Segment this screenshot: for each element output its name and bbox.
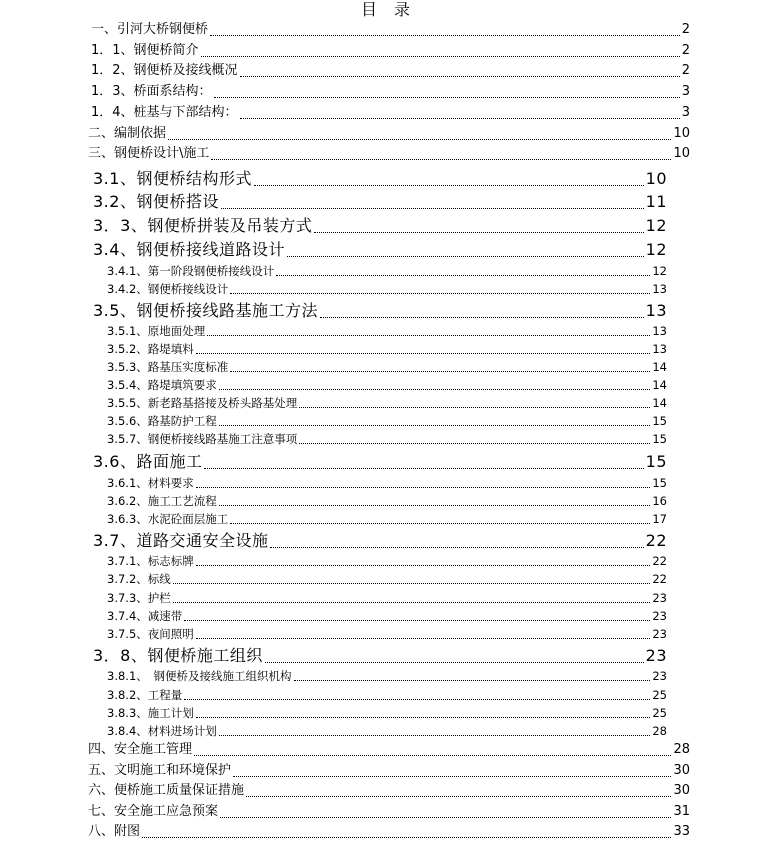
toc-entry[interactable]: [107, 607, 667, 625]
toc-entry-page: 2: [681, 22, 690, 37]
leader-dots: [219, 735, 651, 736]
toc-entry-page: 2: [681, 43, 690, 58]
toc-entry-text: 3.7.2、标线: [107, 572, 171, 586]
toc-entry[interactable]: [93, 214, 667, 237]
toc-entry-text: 3.6.1、材料要求: [107, 476, 194, 490]
toc-entry-page: 13: [645, 301, 667, 320]
leader-dots: [230, 293, 650, 294]
toc-entry-text: 3.7、道路交通安全设施: [93, 531, 269, 550]
leader-dots: [254, 185, 644, 186]
toc-entry-page: 13: [652, 324, 667, 338]
toc-entry-page: 3: [681, 105, 690, 120]
toc-entry[interactable]: [91, 41, 690, 61]
toc-entry-page: 10: [645, 169, 667, 188]
toc-entry-text: 3.1、钢便桥结构形式: [93, 169, 252, 188]
toc-entry-page: 23: [645, 646, 667, 665]
toc-entry-text: 3.2、钢便桥搭设: [93, 192, 219, 211]
toc-entry-page: 16: [652, 494, 667, 508]
leader-dots: [240, 118, 680, 119]
leader-dots: [240, 76, 680, 77]
toc-entry-page: 23: [652, 627, 667, 641]
toc-entry-text: 3.6.3、水泥砼面层施工: [107, 512, 229, 526]
leader-dots: [220, 817, 671, 818]
toc-entry[interactable]: [88, 740, 690, 760]
toc-entry[interactable]: [91, 103, 690, 123]
toc-entry-text: 1．4、桩基与下部结构：: [91, 105, 238, 120]
leader-dots: [210, 35, 680, 36]
toc-entry[interactable]: [88, 802, 690, 822]
toc-entry[interactable]: [88, 781, 690, 801]
toc-entry-page: 15: [652, 476, 667, 490]
toc-entry[interactable]: [88, 761, 690, 781]
toc-entry-text: 3.5.7、钢便桥接线路基施工注意事项: [107, 432, 298, 446]
leader-dots: [184, 699, 650, 700]
toc-entry-page: 12: [645, 216, 667, 235]
toc-entry-page: 11: [645, 192, 667, 211]
toc-entry-page: 13: [652, 282, 667, 296]
toc-title: 目 录: [360, 0, 417, 19]
leader-dots: [194, 755, 671, 756]
toc-entry-page: 25: [652, 688, 667, 702]
toc-entry-text: 1．3、桥面系结构：: [91, 84, 212, 99]
leader-dots: [230, 371, 650, 372]
toc-entry[interactable]: [93, 644, 667, 667]
leader-dots: [196, 565, 651, 566]
toc-entry[interactable]: [107, 686, 667, 704]
leader-dots: [219, 425, 651, 426]
toc-entry[interactable]: [107, 492, 667, 510]
toc-entry[interactable]: [88, 124, 690, 144]
toc-entry-text: 3.8.3、施工计划: [107, 706, 194, 720]
toc-entry-text: 3．3、钢便桥拼装及吊装方式: [93, 216, 313, 235]
toc-entry-page: 17: [652, 512, 667, 526]
toc-entry-text: 1．2、钢便桥及接线概况: [91, 63, 238, 78]
toc-entry-page: 12: [652, 264, 667, 278]
leader-dots: [196, 638, 651, 639]
toc-entry-text: 一、引河大桥钢便桥: [91, 22, 209, 37]
leader-dots: [142, 837, 671, 838]
toc-entry[interactable]: [107, 667, 667, 685]
leader-dots: [314, 232, 643, 233]
toc-entry[interactable]: [91, 61, 690, 81]
toc-entry-page: 23: [652, 609, 667, 623]
toc-entry-text: 七、安全施工应急预案: [88, 804, 219, 819]
leader-dots: [196, 487, 651, 488]
toc-entry-text: 3.5.4、路堤填筑要求: [107, 378, 217, 392]
leader-dots: [230, 523, 650, 524]
toc-entry-text: 3.5、钢便桥接线路基施工方法: [93, 301, 318, 320]
toc-entry[interactable]: [93, 529, 667, 552]
toc-entry[interactable]: [93, 167, 667, 190]
leader-dots: [219, 505, 651, 506]
toc-entry-page: 14: [652, 378, 667, 392]
leader-dots: [168, 139, 671, 140]
toc-entry-page: 22: [652, 554, 667, 568]
toc-entry-page: 25: [652, 706, 667, 720]
toc-entry[interactable]: [88, 822, 690, 842]
toc-entry-page: 31: [673, 804, 690, 819]
toc-entry-page: 15: [645, 452, 667, 471]
toc-entry-text: 3.8.1、 钢便桥及接线施工组织机构: [107, 669, 292, 683]
toc-entry[interactable]: [107, 358, 667, 376]
toc-entry-text: 四、安全施工管理: [88, 742, 193, 757]
leader-dots: [214, 97, 680, 98]
toc-entry[interactable]: [107, 340, 667, 358]
toc-entry-page: 13: [652, 342, 667, 356]
toc-entry[interactable]: [88, 144, 690, 164]
toc-entry-text: 3.4、钢便桥接线道路设计: [93, 240, 285, 259]
toc-entry[interactable]: [107, 474, 667, 492]
toc-entry-page: 12: [645, 240, 667, 259]
toc-entry-page: 10: [673, 146, 690, 161]
toc-entry[interactable]: [93, 299, 667, 322]
toc-entry-text: 3.5.1、原地面处理: [107, 324, 206, 338]
leader-dots: [221, 208, 644, 209]
toc-entry-text: 3.6.2、施工工艺流程: [107, 494, 217, 508]
leader-dots: [201, 56, 680, 57]
toc-entry-text: 3.5.6、路基防护工程: [107, 414, 217, 428]
leader-dots: [233, 776, 671, 777]
toc-entry-page: 30: [673, 763, 690, 778]
toc-entry-text: 3.7.1、标志标牌: [107, 554, 194, 568]
toc-entry-text: 3.7.5、夜间照明: [107, 627, 194, 641]
toc-entry-page: 15: [652, 432, 667, 446]
leader-dots: [276, 275, 650, 276]
leader-dots: [294, 680, 651, 681]
toc-entry-page: 14: [652, 396, 667, 410]
toc-entry-page: 30: [673, 783, 690, 798]
leader-dots: [196, 353, 651, 354]
leader-dots: [204, 468, 643, 469]
toc-entry-page: 22: [652, 572, 667, 586]
toc-entry-page: 3: [681, 84, 690, 99]
toc-entry[interactable]: [107, 704, 667, 722]
toc-entry-page: 22: [645, 531, 667, 550]
leader-dots: [246, 796, 671, 797]
toc-entry[interactable]: [107, 510, 667, 528]
toc-entry[interactable]: [107, 412, 667, 430]
toc-entry-page: 33: [673, 824, 690, 839]
toc-entry[interactable]: [107, 625, 667, 643]
toc-entry-text: 八、附图: [88, 824, 141, 839]
toc-entry-text: 1．1、钢便桥简介: [91, 43, 199, 58]
toc-entry[interactable]: [91, 82, 690, 102]
toc-entry[interactable]: [107, 589, 667, 607]
toc-entry-text: 3.7.4、减速带: [107, 609, 183, 623]
toc-entry[interactable]: [107, 430, 667, 448]
toc-entry[interactable]: [107, 376, 667, 394]
toc-entry[interactable]: [107, 552, 667, 570]
toc-entry[interactable]: [107, 280, 667, 298]
toc-entry-text: 3.5.5、新老路基搭接及桥头路基处理: [107, 396, 298, 410]
toc-entry[interactable]: [107, 394, 667, 412]
leader-dots: [287, 256, 644, 257]
toc-entry-page: 2: [681, 63, 690, 78]
toc-entry-text: 3.8.2、工程量: [107, 688, 183, 702]
toc-entry[interactable]: [107, 262, 667, 280]
toc-entry-text: 3.6、路面施工: [93, 452, 203, 471]
leader-dots: [299, 407, 650, 408]
leader-dots: [173, 583, 651, 584]
toc-entry[interactable]: [107, 722, 667, 740]
leader-dots: [219, 389, 651, 390]
toc-entry-text: 三、钢便桥设计\施工: [88, 146, 210, 161]
toc-entry-text: 3．8、钢便桥施工组织: [93, 646, 263, 665]
toc-entry[interactable]: [91, 20, 690, 40]
leader-dots: [184, 620, 650, 621]
toc-entry[interactable]: [93, 238, 667, 261]
toc-entry-text: 3.8.4、材料进场计划: [107, 724, 217, 738]
toc-entry-text: 3.4.2、钢便桥接线设计: [107, 282, 229, 296]
leader-dots: [265, 662, 644, 663]
leader-dots: [196, 717, 651, 718]
leader-dots: [173, 602, 651, 603]
toc-entry[interactable]: [107, 322, 667, 340]
toc-entry-page: 28: [673, 742, 690, 757]
toc-entry-text: 3.4.1、第一阶段钢便桥接线设计: [107, 264, 275, 278]
toc-entry-text: 六、便桥施工质量保证措施: [88, 783, 245, 798]
toc-entry-page: 28: [652, 724, 667, 738]
toc-entry-page: 10: [673, 126, 690, 141]
toc-entry[interactable]: [107, 570, 667, 588]
toc-entry-page: 14: [652, 360, 667, 374]
leader-dots: [207, 335, 650, 336]
toc-entry-text: 3.7.3、护栏: [107, 591, 171, 605]
toc-entry-text: 3.5.2、路堤填料: [107, 342, 194, 356]
toc-entry[interactable]: [93, 450, 667, 473]
toc-entry-text: 五、文明施工和环境保护: [88, 763, 232, 778]
leader-dots: [299, 443, 650, 444]
toc-entry-text: 二、编制依据: [88, 126, 167, 141]
leader-dots: [320, 317, 644, 318]
leader-dots: [270, 547, 643, 548]
toc-entry-page: 23: [652, 591, 667, 605]
toc-entry-page: 15: [652, 414, 667, 428]
toc-entry[interactable]: [93, 190, 667, 213]
toc-entry-page: 23: [652, 669, 667, 683]
toc-entry-text: 3.5.3、路基压实度标准: [107, 360, 229, 374]
leader-dots: [211, 159, 671, 160]
